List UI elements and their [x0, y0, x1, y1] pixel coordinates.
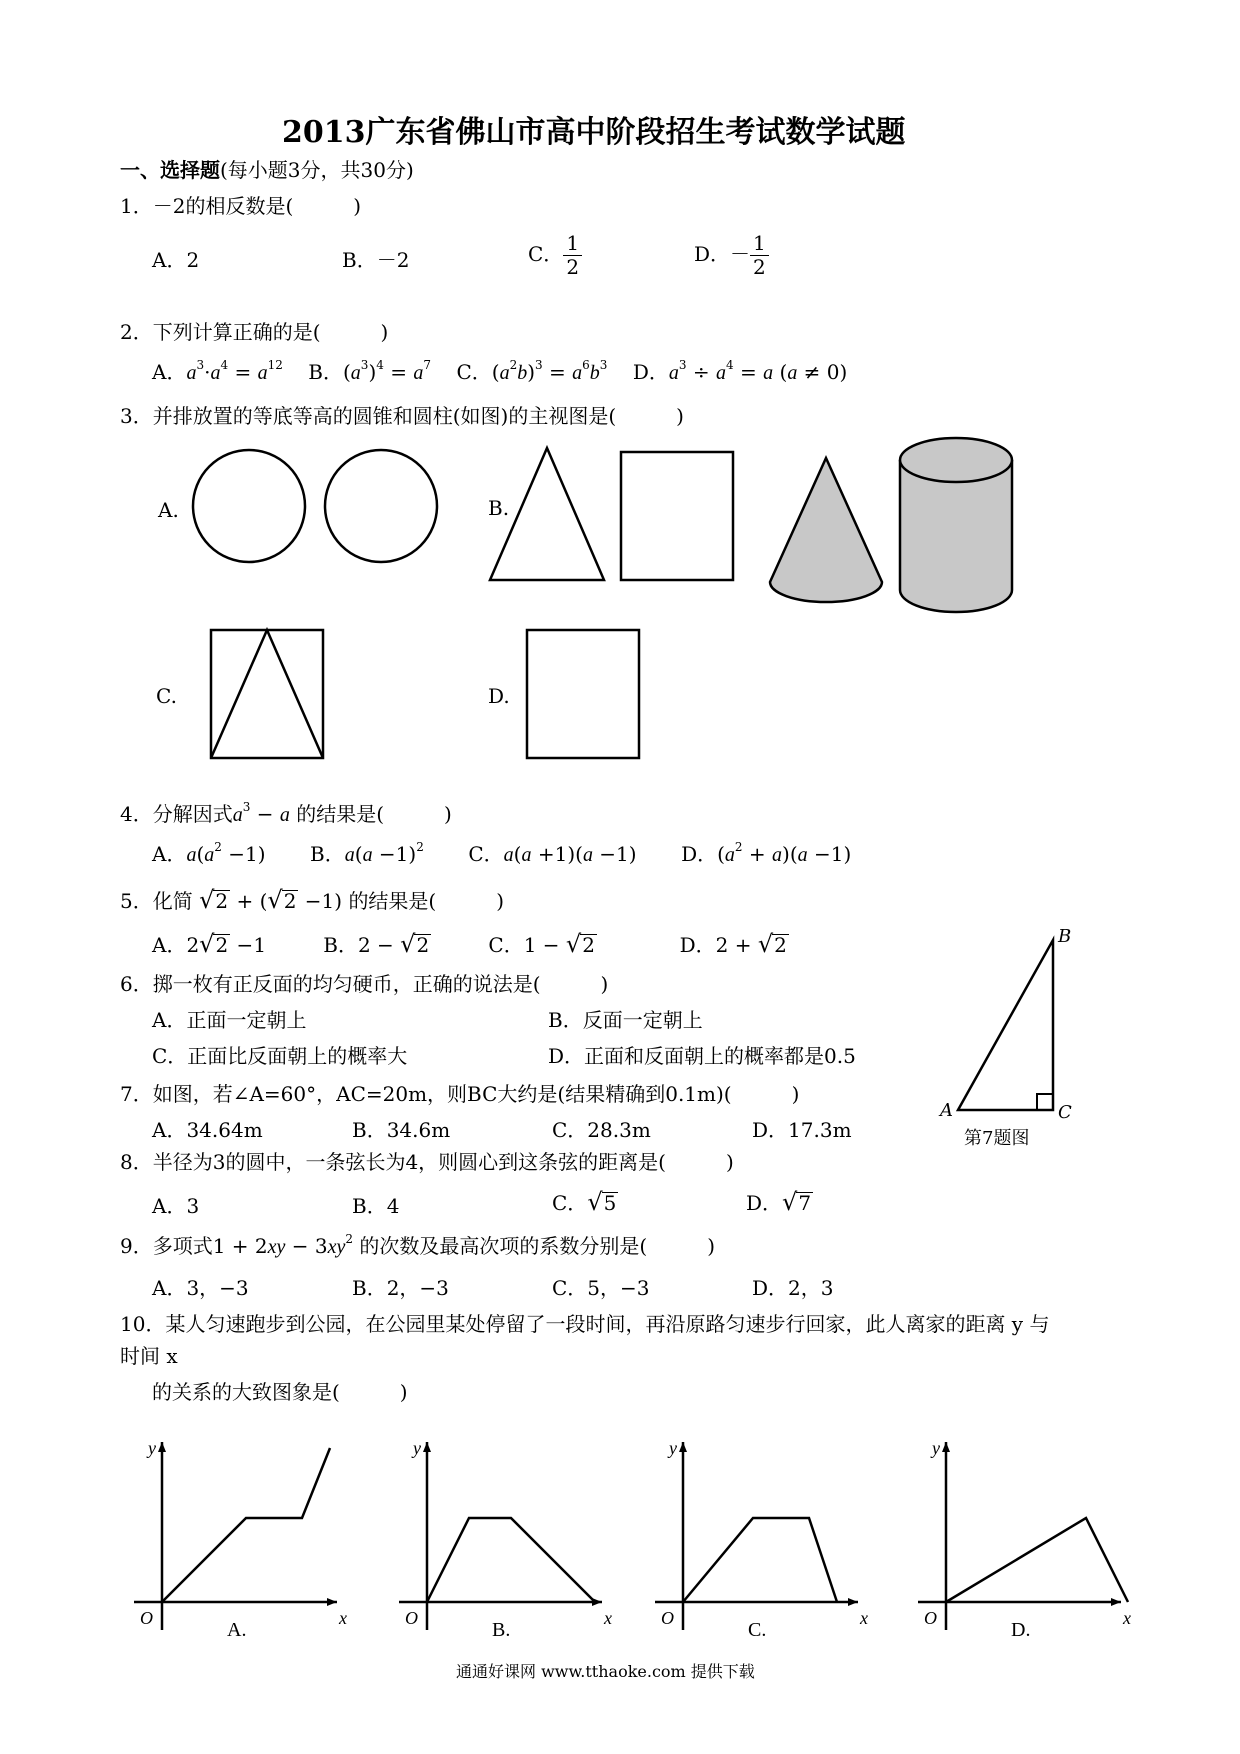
- q10-graph-4-y-label: y: [932, 1438, 940, 1458]
- q8-option-b: B．4: [352, 1194, 400, 1218]
- q10-graph-1-y-label: y: [148, 1438, 156, 1458]
- q1-d-den: 2: [753, 255, 766, 279]
- q7-stem: 7．如图，若∠A=60°，AC=20m，则BC大约是(结果精确到0.1m)( ): [120, 1082, 800, 1106]
- q7-label-b: B: [1058, 926, 1072, 947]
- q10-graph-4-origin-label: O: [924, 1608, 937, 1628]
- q10-graph-2-y-arrow: [423, 1442, 431, 1452]
- q1-d-label: D．－: [694, 242, 751, 266]
- q7-option-b: B．34.6m: [352, 1118, 451, 1142]
- q7-option-d: D．17.3m: [752, 1118, 852, 1142]
- q10-graph-2-origin-label: O: [405, 1608, 418, 1628]
- q1-stem: 1．－2的相反数是( ): [120, 194, 362, 218]
- q6-option-c: C．正面比反面朝上的概率大: [152, 1044, 408, 1068]
- q10-graph-2-option-label: B.: [492, 1619, 511, 1641]
- q10-graph-3-option-label: C.: [748, 1619, 767, 1641]
- q8-c-value: 5: [603, 1191, 617, 1215]
- q9-option-b: B．2，−3: [352, 1276, 449, 1300]
- q10-graph-4-option-label: D.: [1011, 1619, 1031, 1641]
- q4-stem: 4．分解因式$a^3 - a$ 的结果是( ): [120, 800, 452, 826]
- q2-options: A．$a^3\cdot a^4 = a^{12}$ B．$(a^3)^4 = a^7$ C．$(a^2b)^3 = a^6b^3$ D．$a^3 \div a^4 = a$ (a ≠ 0): [152, 358, 848, 384]
- q1-d-num: 1: [750, 232, 769, 256]
- q3-option-d-label: D.: [488, 684, 510, 708]
- q1-option-a: A．2: [152, 248, 200, 272]
- q8-option-c: C．√5: [552, 1188, 617, 1216]
- q10-graph-1-y-arrow: [158, 1442, 166, 1452]
- q10-graph-4-x-label: x: [1123, 1608, 1131, 1628]
- q8-option-a: A．3: [152, 1194, 200, 1218]
- q5-stem: 5．化简 √2 + (√2 −1) 的结果是( ): [120, 886, 505, 914]
- q4-options: A．$a(a^2 -1)$ B．$a(a -1)^2$ C．a(a +1)(a −1) D．$(a^2 + a)(a -1)$: [152, 840, 852, 866]
- q10-stem-line2: 时间 x: [120, 1344, 178, 1368]
- q1-c-den: 2: [566, 255, 580, 279]
- q6-option-b: B．反面一定朝上: [548, 1008, 703, 1032]
- q7-label-a: A: [940, 1100, 953, 1121]
- q10-graph-2-y-label: y: [413, 1438, 421, 1458]
- q3-option-b-label: B.: [488, 496, 510, 520]
- q10-stem-line1: 10．某人匀速跑步到公园，在公园里某处停留了一段时间，再沿原路匀速步行回家，此人离家的距离 y 与: [120, 1312, 1050, 1336]
- q10-stem-line3: 的关系的大致图象是( ): [152, 1380, 408, 1404]
- q6-option-a: A．正面一定朝上: [152, 1008, 307, 1032]
- q6-stem: 6．掷一枚有正反面的均匀硬币，正确的说法是( ): [120, 972, 609, 996]
- q2-stem: 2．下列计算正确的是( ): [120, 320, 389, 344]
- q10-graph-1-x-arrow: [327, 1598, 337, 1606]
- q7-option-c: C．28.3m: [552, 1118, 651, 1142]
- q1-c-label: C．: [528, 242, 564, 266]
- q1-c-num: 1: [563, 232, 582, 256]
- q3-option-c-label: C.: [156, 684, 177, 708]
- q10-graph-3-y-arrow: [679, 1442, 687, 1452]
- q10-graph-4-x-arrow: [1111, 1598, 1121, 1606]
- q7-label-c: C: [1058, 1102, 1072, 1123]
- q10-graph-3-x-label: x: [860, 1608, 868, 1628]
- q9-option-d: D．2，3: [752, 1276, 834, 1300]
- q9-stem: 9．多项式$1 + 2xy - 3xy^2$ 的次数及最高次项的系数分别是( ): [120, 1232, 715, 1258]
- q9-option-c: C．5，−3: [552, 1276, 650, 1300]
- q3-option-a-label: A.: [158, 498, 179, 522]
- section-note: (每小题3分，共30分): [220, 158, 414, 182]
- q10-graph-1-x-label: x: [339, 1608, 347, 1628]
- q10-graph-3-y-label: y: [669, 1438, 677, 1458]
- q10-graph-1-line: [162, 1448, 330, 1602]
- q8-d-value: 7: [798, 1191, 812, 1215]
- q10-graph-3-line: [683, 1518, 837, 1602]
- q7-option-a: A．34.64m: [152, 1118, 263, 1142]
- q8-option-d: D．√7: [746, 1188, 812, 1216]
- q6-option-d: D．正面和反面朝上的概率都是0.5: [548, 1044, 856, 1068]
- q5-options: A．2√2 −1 B．2 − √2 C．1 − √2 D．2 + √2: [152, 930, 787, 958]
- q9-option-a: A．3，−3: [152, 1276, 249, 1300]
- q8-c-label: C．: [552, 1191, 588, 1215]
- q8-d-label: D．: [746, 1191, 783, 1215]
- q10-graph-2-line: [427, 1518, 595, 1602]
- q10-graph-3-origin-label: O: [661, 1608, 674, 1628]
- q10-graph-2-x-label: x: [604, 1608, 612, 1628]
- q10-graph-4-line: [946, 1518, 1128, 1602]
- q7-caption: 第7题图: [964, 1128, 1030, 1149]
- section-label: 一、选择题: [120, 158, 220, 182]
- q1-option-b: B．－2: [342, 248, 410, 272]
- page-footer: 通通好课网 www.tthaoke.com 提供下载: [456, 1662, 755, 1681]
- q10-graph-1-option-label: A.: [227, 1619, 247, 1641]
- q10-graph-3-x-arrow: [848, 1598, 858, 1606]
- q8-stem: 8．半径为3的圆中，一条弦长为4，则圆心到这条弦的距离是( ): [120, 1150, 734, 1174]
- page-title: 2013广东省佛山市高中阶段招生考试数学试题: [282, 115, 906, 150]
- q10-graph-1-origin-label: O: [140, 1608, 153, 1628]
- q10-graph-4-y-arrow: [942, 1442, 950, 1452]
- q3-stem: 3．并排放置的等底等高的圆锥和圆柱(如图)的主视图是( ): [120, 404, 684, 428]
